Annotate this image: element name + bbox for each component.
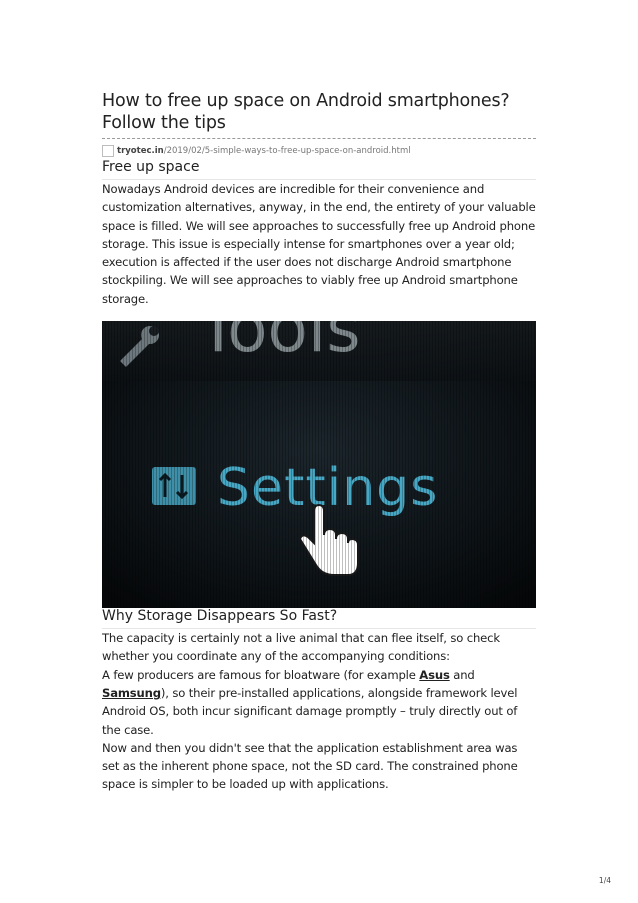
intro-paragraph: Nowadays Android devices are incredible for their convenience and customization alternatives, anyway, in the end, the entirety of your valuable space is filled. We will see approaches to successfully free up Android phone storage. This issue is especially intense for smartphones over a year old; execution is affected if the user does not discharge Android smartphone stockpiling. We will see approaches to viably free up Android smartphone storage. <box>102 182 536 306</box>
capacity-paragraph: The capacity is certainly not a live animal that can flee itself, so check whether you coordinate any of the accompanying conditions: <box>102 631 500 664</box>
article <box>102 90 536 794</box>
settings-hero-image <box>102 321 536 608</box>
source-domain[interactable]: tryotec.in <box>117 146 164 156</box>
title-divider <box>102 138 536 139</box>
bloatware-paragraph <box>102 666 536 739</box>
source-line <box>102 143 536 159</box>
favicon-icon <box>102 145 114 157</box>
source-path[interactable]: /2019/02/5-simple-ways-to-free-up-space-on-android.html <box>163 146 411 156</box>
bloatware-text-after: ), so their pre-installed applications, alongside framework level Android OS, both incur significant damage promptly – truly directly out of the case. <box>102 685 518 737</box>
install-location-paragraph: Now and then you didn't see that the application establishment area was set as the inherent phone space, not the SD card. The constrained phone space is simpler to be loaded up with applications. <box>102 740 518 792</box>
section-heading-free-up-space: Free up space <box>102 159 536 180</box>
section-heading-why-storage: Why Storage Disappears So Fast? <box>102 608 536 629</box>
asus-link[interactable]: Asus <box>419 667 450 682</box>
settings-illustration <box>102 321 536 608</box>
bloatware-text-between: and <box>449 667 475 682</box>
samsung-link[interactable]: Samsung <box>102 685 161 700</box>
page-number: 1/4 <box>598 876 611 885</box>
article-title: How to free up space on Android smartphones? Follow the tips <box>102 91 510 133</box>
bloatware-text-before: A few producers are famous for bloatware (for example <box>102 667 420 682</box>
